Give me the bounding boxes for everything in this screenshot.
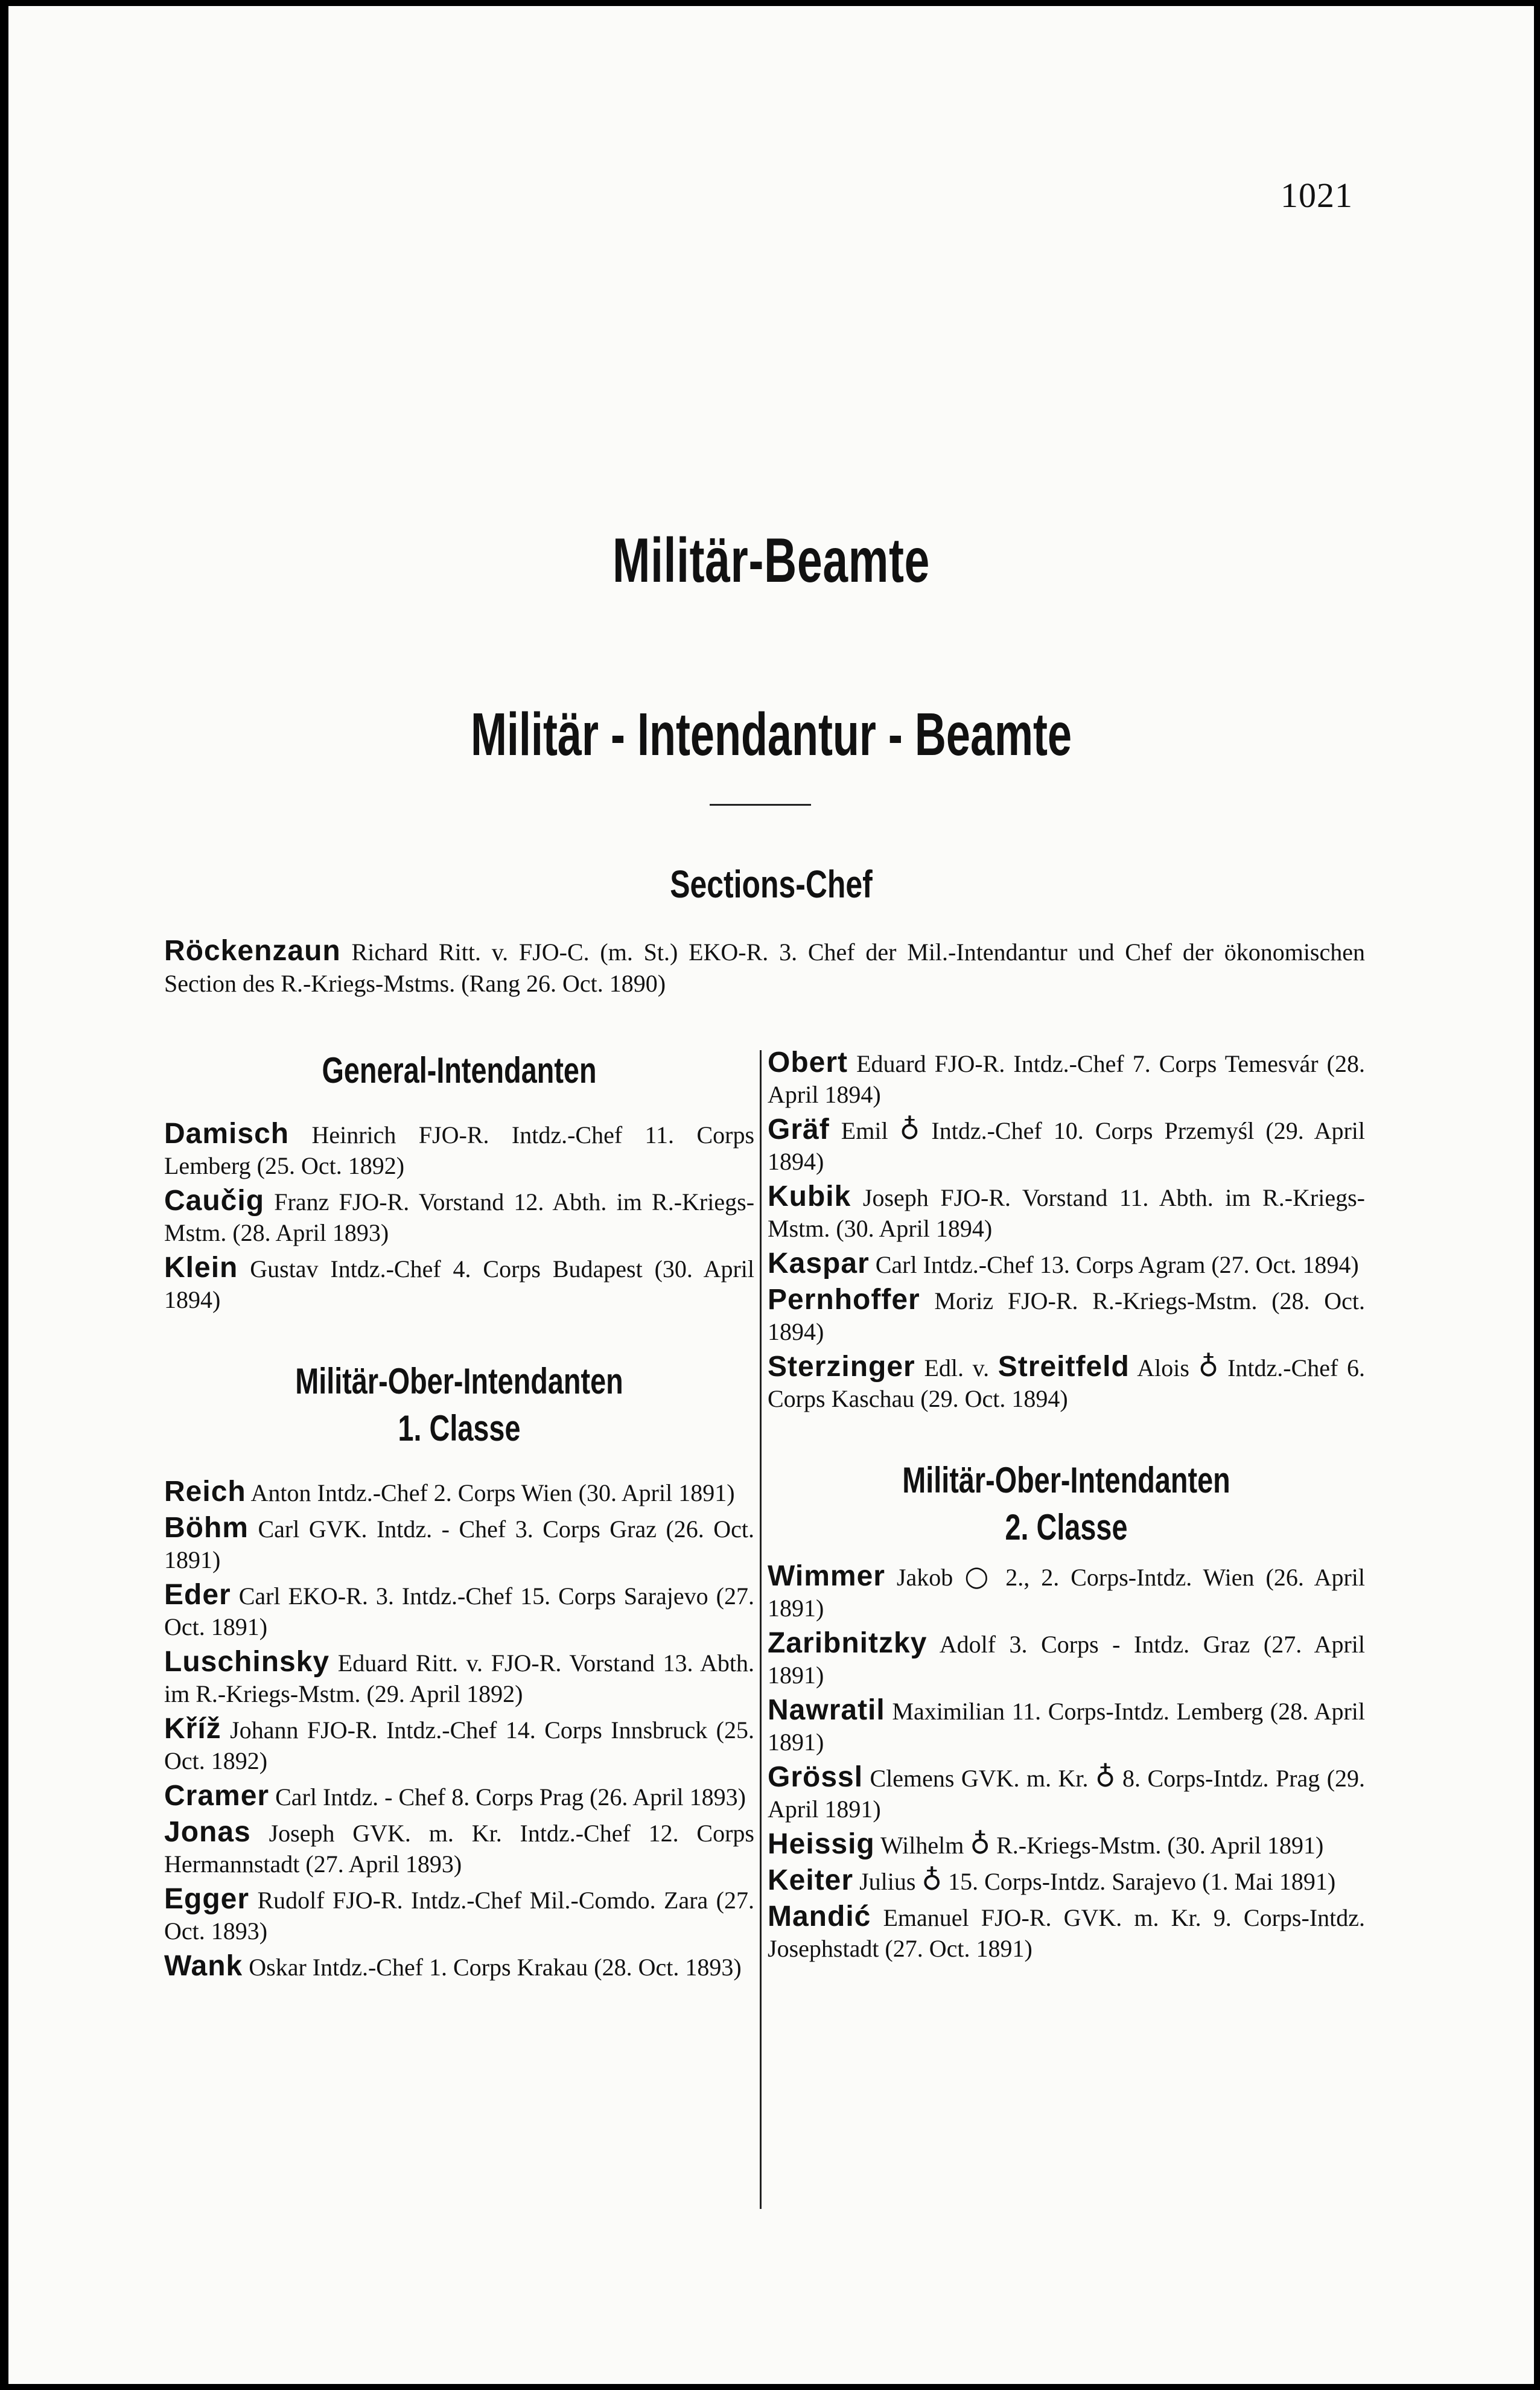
entry-text: Eduard Ritt. v. FJO-R. Vorstand 13. Abth. im R.-Kriegs-Mstm. (29. April 1892) <box>164 1649 755 1707</box>
entry-name: Kubik <box>768 1181 851 1213</box>
entry-text: Carl EKO-R. 3. Intdz.-Chef 15. Corps Sarajevo (27. Oct. 1891) <box>164 1582 754 1640</box>
list-item <box>164 1118 754 1181</box>
entry-text: Anton Intdz.-Chef 2. Corps Wien (30. April 1891) <box>250 1479 735 1506</box>
entry-text: Johann FJO-R. Intdz.-Chef 14. Corps Innsbruck (25. Oct. 1892) <box>164 1716 754 1774</box>
entry-name: Grössl <box>768 1761 864 1793</box>
entry-text: Franz FJO-R. Vorstand 12. Abth. im R.-Kriegs-Mstm. (28. April 1893) <box>164 1188 755 1246</box>
left-column <box>164 1047 754 1987</box>
entry-text: Clemens GVK. m. Kr. <box>870 1765 1089 1792</box>
order-cross-icon: ♁ <box>1198 1350 1219 1383</box>
entry-text: Gustav Intdz.-Chef 4. Corps Budapest (30. April 1894) <box>164 1255 755 1313</box>
entry-text: Adolf 3. Corps - Intdz. Graz (27. April 1891) <box>768 1631 1365 1689</box>
list-item <box>164 1780 754 1812</box>
list-item <box>768 1181 1365 1244</box>
list-item <box>768 1628 1365 1691</box>
order-cross-icon: ♁ <box>899 1113 920 1146</box>
entry-name: Caučig <box>164 1185 265 1217</box>
list-item <box>164 1884 754 1946</box>
list-item <box>164 1185 754 1248</box>
entry-name: Sterzinger <box>768 1351 915 1383</box>
list-item <box>164 1646 754 1709</box>
list-item <box>768 1351 1365 1414</box>
entry-text-cont: R.-Kriegs-Mstm. (30. April 1891) <box>996 1832 1324 1859</box>
list-item <box>768 1901 1365 1964</box>
entry-name: Kaspar <box>768 1248 870 1279</box>
entry-text: Emil <box>841 1117 888 1144</box>
entry-name: Eder <box>164 1579 231 1611</box>
entry-text: Carl Intdz.-Chef 13. Corps Agram (27. Oct. 1894) <box>875 1251 1359 1278</box>
sections-chef-entry <box>164 935 1365 999</box>
document-page <box>8 6 1534 2384</box>
entry-name: Wimmer <box>768 1560 885 1592</box>
list-item <box>164 1252 754 1315</box>
entry-name: Egger <box>164 1883 250 1915</box>
list-item <box>164 1817 754 1879</box>
column-divider <box>760 1050 762 2209</box>
list-item <box>768 1865 1365 1897</box>
entry-text-cont: 15. Corps-Intdz. Sarajevo (1. Mai 1891) <box>948 1868 1336 1895</box>
entry-name: Mandić <box>768 1901 871 1933</box>
entry-name: Damisch <box>164 1118 290 1150</box>
list-item <box>164 1951 754 1983</box>
right-column <box>768 1047 1365 1968</box>
entry-text: Rudolf FJO-R. Intdz.-Chef Mil.-Comdo. Zara (27. Oct. 1893) <box>164 1887 755 1945</box>
entry-text: Joseph FJO-R. Vorstand 11. Abth. im R.-Kriegs-Mstm. (30. April 1894) <box>768 1184 1366 1242</box>
entry-name: Luschinsky <box>164 1646 330 1678</box>
list-item <box>768 1762 1365 1824</box>
entry-name: Klein <box>164 1252 238 1284</box>
entry-text: Edl. v. <box>924 1354 990 1381</box>
entry-name: Zaribnitzky <box>768 1627 928 1659</box>
entry-text: Heinrich FJO-R. Intdz.-Chef 11. Corps Lemberg (25. Oct. 1892) <box>164 1121 755 1179</box>
sub-title: Militär - Intendantur - Beamte <box>470 701 1072 768</box>
entry-name: Obert <box>768 1047 848 1079</box>
entry-name: Keiter <box>768 1864 854 1896</box>
order-cross-icon: ♁ <box>970 1828 991 1860</box>
entry-name: Nawratil <box>768 1694 885 1726</box>
entry-text: Emanuel FJO-R. GVK. m. Kr. 9. Corps-Intdz. Josephstadt (27. Oct. 1891) <box>768 1904 1366 1962</box>
entry-name: Cramer <box>164 1780 270 1812</box>
entry-text-cont: 2., 2. Corps-Intdz. Wien (26. April 1891) <box>768 1564 1366 1622</box>
circle-icon: ○ <box>964 1560 994 1592</box>
title-rule <box>710 804 811 806</box>
ober-intendanten-1-class: 1. Classe <box>398 1408 521 1448</box>
entry-name: Gräf <box>768 1114 830 1146</box>
list-item <box>164 1476 754 1508</box>
entry-name: Jonas <box>164 1816 251 1848</box>
entry-name: Pernhoffer <box>768 1284 920 1316</box>
entry-name: Röckenzaun <box>164 935 341 967</box>
entry-text-cont: 8. Corps-Intdz. Prag (29. April 1891) <box>768 1765 1366 1823</box>
list-item <box>768 1114 1365 1177</box>
entry-text-cont: Intdz.-Chef 6. Corps Kaschau (29. Oct. 1894) <box>768 1354 1366 1412</box>
sections-chef-heading: Sections-Chef <box>670 862 873 906</box>
entry-text: Carl Intdz. - Chef 8. Corps Prag (26. April 1893) <box>275 1783 746 1811</box>
entry-text-first-name: Alois <box>1137 1354 1189 1381</box>
ober-intendanten-2-class: 2. Classe <box>1005 1507 1128 1547</box>
entry-text: Oskar Intdz.-Chef 1. Corps Krakau (28. Oct. 1893) <box>249 1954 742 1981</box>
entry-name-2: Streitfeld <box>998 1351 1130 1383</box>
ober-intendanten-2-heading: Militär-Ober-Intendanten <box>902 1460 1230 1500</box>
list-item <box>768 1248 1365 1280</box>
entry-text: Julius <box>859 1868 916 1895</box>
list-item <box>768 1561 1365 1624</box>
entry-name: Heissig <box>768 1828 875 1860</box>
main-title: Militär-Beamte <box>612 526 931 596</box>
entry-name: Kříž <box>164 1713 221 1745</box>
list-item <box>768 1284 1365 1347</box>
list-item <box>164 1512 754 1575</box>
ober-intendanten-1-heading: Militär-Ober-Intendanten <box>295 1361 623 1401</box>
list-item <box>768 1829 1365 1861</box>
entry-text: Eduard FJO-R. Intdz.-Chef 7. Corps Temesvár (28. April 1894) <box>768 1050 1365 1108</box>
entry-text: Carl GVK. Intdz. - Chef 3. Corps Graz (26. Oct. 1891) <box>164 1515 755 1573</box>
list-item <box>768 1695 1365 1757</box>
entry-text: Jakob <box>896 1564 953 1591</box>
entry-text: Richard Ritt. v. FJO-C. (m. St.) EKO-R. 3. Chef der Mil.-Intendantur und Chef der ökonomischen Section des R.-Kriegs-Mstms. (Rang 26. Oct. 1890) <box>164 938 1366 997</box>
list-item <box>164 1579 754 1642</box>
entry-text: Joseph GVK. m. Kr. Intdz.-Chef 12. Corps Hermannstadt (27. April 1893) <box>164 1820 754 1878</box>
order-cross-icon: ♁ <box>921 1864 943 1896</box>
order-cross-icon: ♁ <box>1095 1761 1116 1793</box>
entry-text: Maximilian 11. Corps-Intdz. Lemberg (28. April 1891) <box>768 1698 1365 1756</box>
entry-name: Böhm <box>164 1512 249 1544</box>
list-item <box>768 1047 1365 1110</box>
list-item <box>164 1713 754 1776</box>
entry-name: Wank <box>164 1950 243 1982</box>
entry-text-cont: Intdz.-Chef 10. Corps Przemyśl (29. April 1894) <box>768 1117 1366 1175</box>
general-intendanten-heading: General-Intendanten <box>322 1050 597 1091</box>
entry-text: Wilhelm <box>880 1832 964 1859</box>
entry-text: Moriz FJO-R. R.-Kriegs-Mstm. (28. Oct. 1894) <box>768 1287 1365 1345</box>
page-number: 1021 <box>1281 176 1353 215</box>
entry-name: Reich <box>164 1476 246 1508</box>
